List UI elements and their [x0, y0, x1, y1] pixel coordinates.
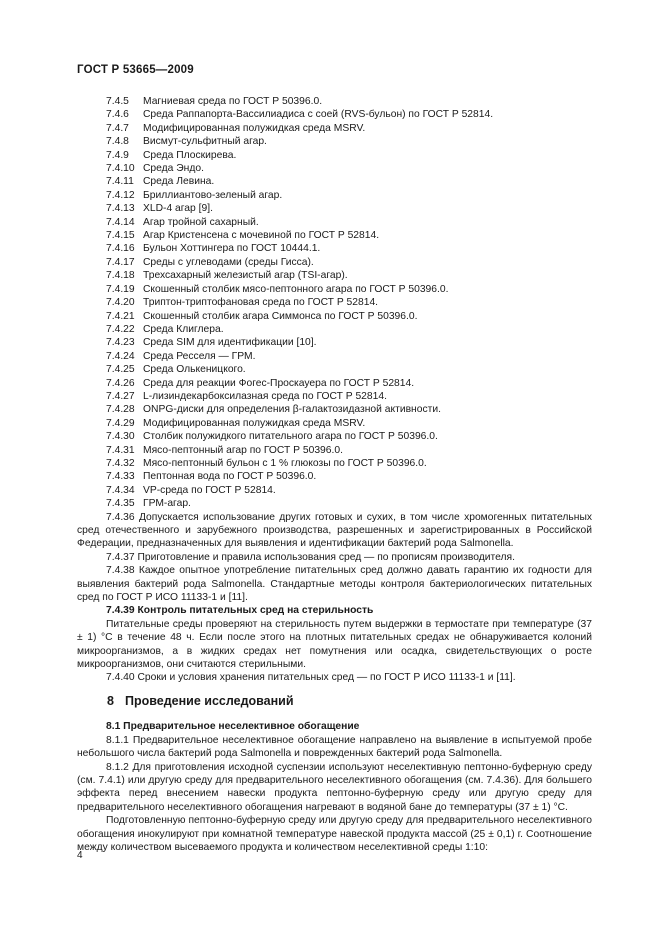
paragraph-7-4-36: 7.4.36 Допускается использование других готовых и сухих, в том числе хромогенных питательных сред отечественного и зарубежного производства, разрешенных и зарегистрированных в Российской Федерации, предназначенных для выявления и идентификации бактерий рода Salmonella. — [77, 511, 592, 550]
list-item — [77, 430, 592, 443]
list-item — [77, 135, 592, 148]
list-item — [77, 229, 592, 242]
list-item — [77, 350, 592, 363]
list-item-text: Пептонная вода по ГОСТ Р 50396.0. — [143, 471, 317, 483]
section-heading — [77, 695, 592, 708]
paragraph-7-4-39: Питательные среды проверяют на стерильность путем выдержки в термостате при температуре (37 ± 1) °С в течение 48 ч. Если после этого на плотных питательных средах не обнаруживается колоний микроорганизмов, а в жидких средах нет помутнения или осадка, свидетельствующих о росте микроорганизмов, они считаются стерильными. — [77, 618, 592, 671]
list-item-number: 7.4.20 — [106, 297, 135, 309]
list-item — [77, 390, 592, 403]
list-item — [77, 323, 592, 336]
list-item-number: 7.4.9 — [106, 149, 129, 161]
list-item — [77, 497, 592, 510]
paragraph-7-4-38: 7.4.38 Каждое опытное употребление питательных сред должно давать гарантию их годности для выявления бактерий рода Salmonella. Стандартные методы контроля бактериологических питательных сред по ГОСТ Р ИСО 11133-1 и [11]. — [77, 565, 592, 604]
list-item-number: 7.4.26 — [106, 377, 135, 389]
list-item — [77, 296, 592, 309]
list-item-text: ГРМ-агар. — [143, 498, 191, 510]
list-item-text: Среда Плоскирева. — [143, 149, 237, 161]
list-item-number: 7.4.32 — [106, 457, 135, 469]
list-item — [77, 336, 592, 349]
list-item-number: 7.4.11 — [106, 176, 134, 188]
list-item — [77, 256, 592, 269]
section-number: 8 — [107, 693, 114, 708]
heading-7-4-39: 7.4.39 Контроль питательных сред на стерильность — [106, 605, 374, 617]
list-item-text: Среда Клиглера. — [143, 323, 224, 335]
list-item-text: Бульон Хоттингера по ГОСТ 10444.1. — [143, 243, 321, 255]
list-item-text: Магниевая среда по ГОСТ Р 50396.0. — [143, 96, 323, 107]
list-item-number: 7.4.13 — [106, 203, 135, 215]
list-item — [77, 417, 592, 430]
list-item-number: 7.4.6 — [106, 109, 129, 121]
list-item — [77, 470, 592, 483]
list-item-text: Среда Олькеницкого. — [143, 364, 246, 376]
list-item-text: Среды с углеводами (среды Гисса). — [143, 256, 314, 268]
list-item-number: 7.4.22 — [106, 323, 135, 335]
list-item-number: 7.4.14 — [106, 216, 135, 228]
list-item-text: Мясо-пептонный агар по ГОСТ Р 50396.0. — [143, 444, 343, 456]
list-item — [77, 457, 592, 470]
list-item-text: Бриллиантово-зеленый агар. — [143, 189, 283, 201]
list-item-text: Мясо-пептонный бульон с 1 % глюкозы по ГОСТ Р 50396.0. — [143, 457, 427, 469]
list-item — [77, 108, 592, 121]
list-item — [77, 363, 592, 376]
list-item — [77, 283, 592, 296]
list-item-text: Скошенный столбик мясо-пептонного агара по ГОСТ Р 50396.0. — [143, 283, 449, 295]
list-item-number: 7.4.28 — [106, 404, 135, 416]
list-item — [77, 189, 592, 202]
list-item-number: 7.4.31 — [106, 444, 135, 456]
list-item-text: Модифицированная полужидкая среда MSRV. — [143, 417, 366, 429]
list-item — [77, 310, 592, 323]
list-item — [77, 202, 592, 215]
list-item-number: 7.4.16 — [106, 243, 135, 255]
page-number: 4 — [77, 850, 83, 861]
list-item — [77, 269, 592, 282]
list-item-number: 7.4.25 — [106, 364, 135, 376]
list-item-number: 7.4.29 — [106, 417, 135, 429]
list-item — [77, 242, 592, 255]
list-item-text: Висмут-сульфитный агар. — [143, 136, 267, 148]
list-item — [77, 149, 592, 162]
list-item — [77, 162, 592, 175]
list-item-number: 7.4.8 — [106, 136, 129, 148]
list-item-number: 7.4.30 — [106, 431, 135, 443]
paragraph-8-1-1: 8.1.1 Предварительное неселективное обогащение направлено на выявление в испытуемой пробе небольшого числа бактерий рода Salmonella и поврежденных бактерий рода Salmonella. — [77, 734, 592, 760]
list-item-text: ONPG-диски для определения β-галактозидазной активности. — [143, 404, 441, 416]
list-item-text: Столбик полужидкого питательного агара по ГОСТ Р 50396.0. — [143, 431, 438, 443]
list-item-number: 7.4.34 — [106, 484, 135, 496]
list-item-number: 7.4.24 — [106, 350, 135, 362]
paragraph-7-4-37: 7.4.37 Приготовление и правила использования сред — по прописям производителя. — [106, 551, 515, 563]
paragraph-8-1-2: 8.1.2 Для приготовления исходной суспензии используют неселективную пептонно-буферную среду (см. 7.4.1) или другую среду для предварительного неселективного обогащения (см. 7.4.36). Для большего эффекта перед внесением навески продукта пептонно-буферную среду или другую среду для предварительного неселективного обогащения нагревают в водяной бане до температуры (37 ± 1) °С. — [77, 761, 592, 813]
list-item — [77, 484, 592, 497]
list-item-number: 7.4.33 — [106, 471, 135, 483]
list-item-number: 7.4.21 — [106, 310, 135, 322]
document-header: ГОСТ Р 53665—2009 — [77, 64, 194, 76]
list-item-text: L-лизиндекарбоксилазная среда по ГОСТ Р 52814. — [143, 390, 387, 402]
list-item-text: Среда Ресселя — ГРМ. — [143, 350, 256, 362]
paragraph-last: Подготовленную пептонно-буферную среду или другую среду для предварительного неселективного обогащения инокулируют при комнатной температуре навеской продукта массой (25 ± 0,1) г. Соотношение между количеством высеваемого продукта и количеством неселективной среды 1:10: — [77, 815, 592, 853]
list-item-text: Триптон-триптофановая среда по ГОСТ Р 52814. — [143, 297, 379, 309]
list-item-number: 7.4.10 — [106, 163, 135, 175]
list-item-text: Трехсахарный железистый агар (TSI-агар). — [143, 270, 348, 282]
heading-8-1: 8.1 Предварительное неселективное обогащение — [106, 721, 360, 733]
list-item-text: Модифицированная полужидкая среда MSRV. — [143, 122, 366, 134]
list-item-text: Среда Эндо. — [143, 163, 204, 175]
list-item-text: Среда для реакции Фогес-Проскауера по ГОСТ Р 52814. — [143, 377, 415, 389]
list-item — [77, 175, 592, 188]
list-item — [77, 444, 592, 457]
list-item-number: 7.4.23 — [106, 337, 135, 349]
list-item-number: 7.4.35 — [106, 498, 135, 510]
list-item-text: Агар тройной сахарный. — [143, 216, 259, 228]
list-item-number: 7.4.27 — [106, 390, 135, 402]
list-item-text: Среда SIM для идентификации [10]. — [143, 337, 317, 349]
list-item — [77, 216, 592, 229]
list-item-number: 7.4.12 — [106, 189, 135, 201]
list-item — [77, 95, 592, 108]
list-item — [77, 403, 592, 416]
list-item — [77, 377, 592, 390]
list-item — [77, 122, 592, 135]
list-item-text: Среда Раппапорта-Вассилиадиса с соей (RVS-бульон) по ГОСТ Р 52814. — [143, 109, 494, 121]
list-item-text: XLD-4 агар [9]. — [143, 203, 213, 215]
list-item-number: 7.4.18 — [106, 270, 135, 282]
list-item-text: Скошенный столбик агара Симмонса по ГОСТ Р 50396.0. — [143, 310, 418, 322]
paragraph-7-4-40: 7.4.40 Сроки и условия хранения питательных сред — по ГОСТ Р ИСО 11133-1 и [11]. — [106, 672, 516, 684]
list-item-text: Среда Левина. — [143, 176, 215, 188]
page-content — [77, 95, 592, 854]
list-item-number: 7.4.7 — [106, 122, 129, 134]
list-item-number: 7.4.5 — [106, 96, 129, 107]
list-item-number: 7.4.19 — [106, 283, 135, 295]
list-item-number: 7.4.15 — [106, 230, 135, 242]
media-list — [77, 95, 592, 511]
list-item-text: VP-среда по ГОСТ Р 52814. — [143, 484, 276, 496]
list-item-number: 7.4.17 — [106, 256, 135, 268]
list-item-text: Агар Кристенсена с мочевиной по ГОСТ Р 52814. — [143, 230, 380, 242]
section-title: Проведение исследований — [125, 693, 294, 708]
